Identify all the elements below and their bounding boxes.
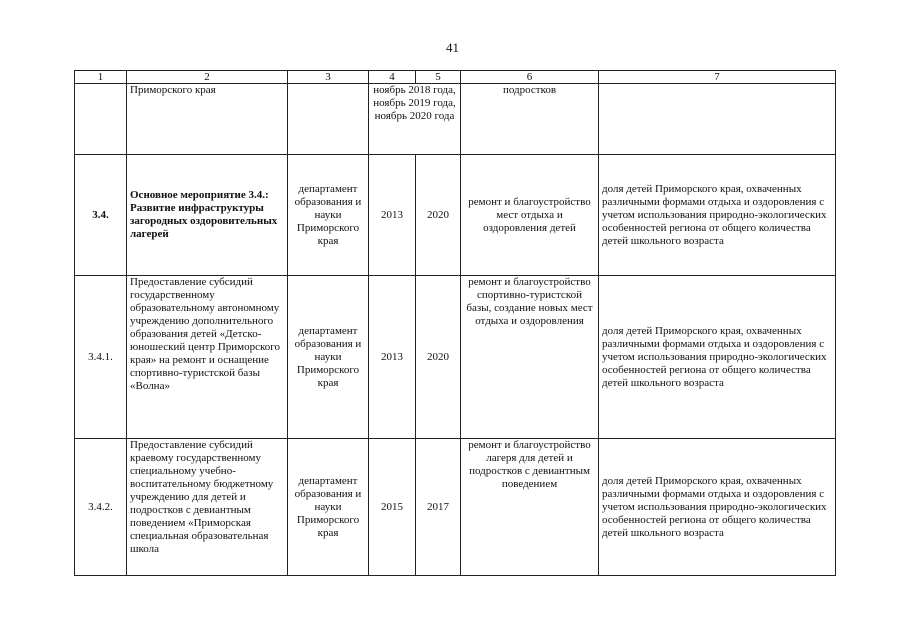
row-name: Предоставление субсидий государственному образовательному автономному учреждению дополнительного образования детей «Детско-юношеский центр Приморского края» на ремонт и оснащение спортивно-туристской базы «Волна» <box>127 276 288 439</box>
header-cell: 3 <box>288 71 369 84</box>
row-start: ноябрь 2018 года, ноябрь 2019 года, ноябрь 2020 года <box>369 84 461 155</box>
row-executor: департамент образования и науки Приморского края <box>288 439 369 576</box>
row-executor: департамент образования и науки Приморского края <box>288 155 369 276</box>
page-number: 41 <box>446 40 459 55</box>
row-start: 2015 <box>369 439 416 576</box>
table-row <box>75 84 836 155</box>
row-start: 2013 <box>369 276 416 439</box>
row-executor: департамент образования и науки Приморского края <box>288 276 369 439</box>
row-name: Приморского края <box>127 84 288 155</box>
row-end: 2017 <box>416 439 461 576</box>
header-cell: 5 <box>416 71 461 84</box>
row-result: ремонт и благоустройство лагеря для детей и подростков с девиантным поведением <box>461 439 599 576</box>
row-start: 2013 <box>369 155 416 276</box>
row-indicator <box>599 84 836 155</box>
row-indicator: доля детей Приморского края, охваченных различными формами отдыха и оздоровления с учетом использования природно-экологических особенностей региона от общего количества детей школьного возраста <box>599 439 836 576</box>
row-number: 3.4.1. <box>75 276 127 439</box>
header-cell: 6 <box>461 71 599 84</box>
row-result: ремонт и благоустройство спортивно-туристской базы, создание новых мест отдыха и оздоровления <box>461 276 599 439</box>
table-row <box>75 276 836 439</box>
row-executor <box>288 84 369 155</box>
row-end: 2020 <box>416 276 461 439</box>
table-row <box>75 155 836 276</box>
row-result: подростков <box>461 84 599 155</box>
row-result: ремонт и благоустройство мест отдыха и оздоровления детей <box>461 155 599 276</box>
table-row <box>75 439 836 576</box>
row-indicator: доля детей Приморского края, охваченных различными формами отдыха и оздоровления с учетом использования природно-экологических особенностей региона от общего количества детей школьного возраста <box>599 276 836 439</box>
row-number: 3.4.2. <box>75 439 127 576</box>
header-cell: 4 <box>369 71 416 84</box>
program-table <box>74 70 836 576</box>
row-number <box>75 84 127 155</box>
header-cell: 7 <box>599 71 836 84</box>
row-indicator: доля детей Приморского края, охваченных различными формами отдыха и оздоровления с учетом использования природно-экологических особенностей региона от общего количества детей школьного возраста <box>599 155 836 276</box>
row-name: Предоставление субсидий краевому государственному специальному учебно-воспитательному бюджетному учреждению для детей и подростков с девиантным поведением «Приморская специальная образовательная школа <box>127 439 288 576</box>
row-number: 3.4. <box>75 155 127 276</box>
header-row <box>75 71 836 84</box>
row-name: Основное мероприятие 3.4.: Развитие инфраструктуры загородных оздоровительных лагерей <box>127 155 288 276</box>
row-end: 2020 <box>416 155 461 276</box>
header-cell: 2 <box>127 71 288 84</box>
header-cell: 1 <box>75 71 127 84</box>
